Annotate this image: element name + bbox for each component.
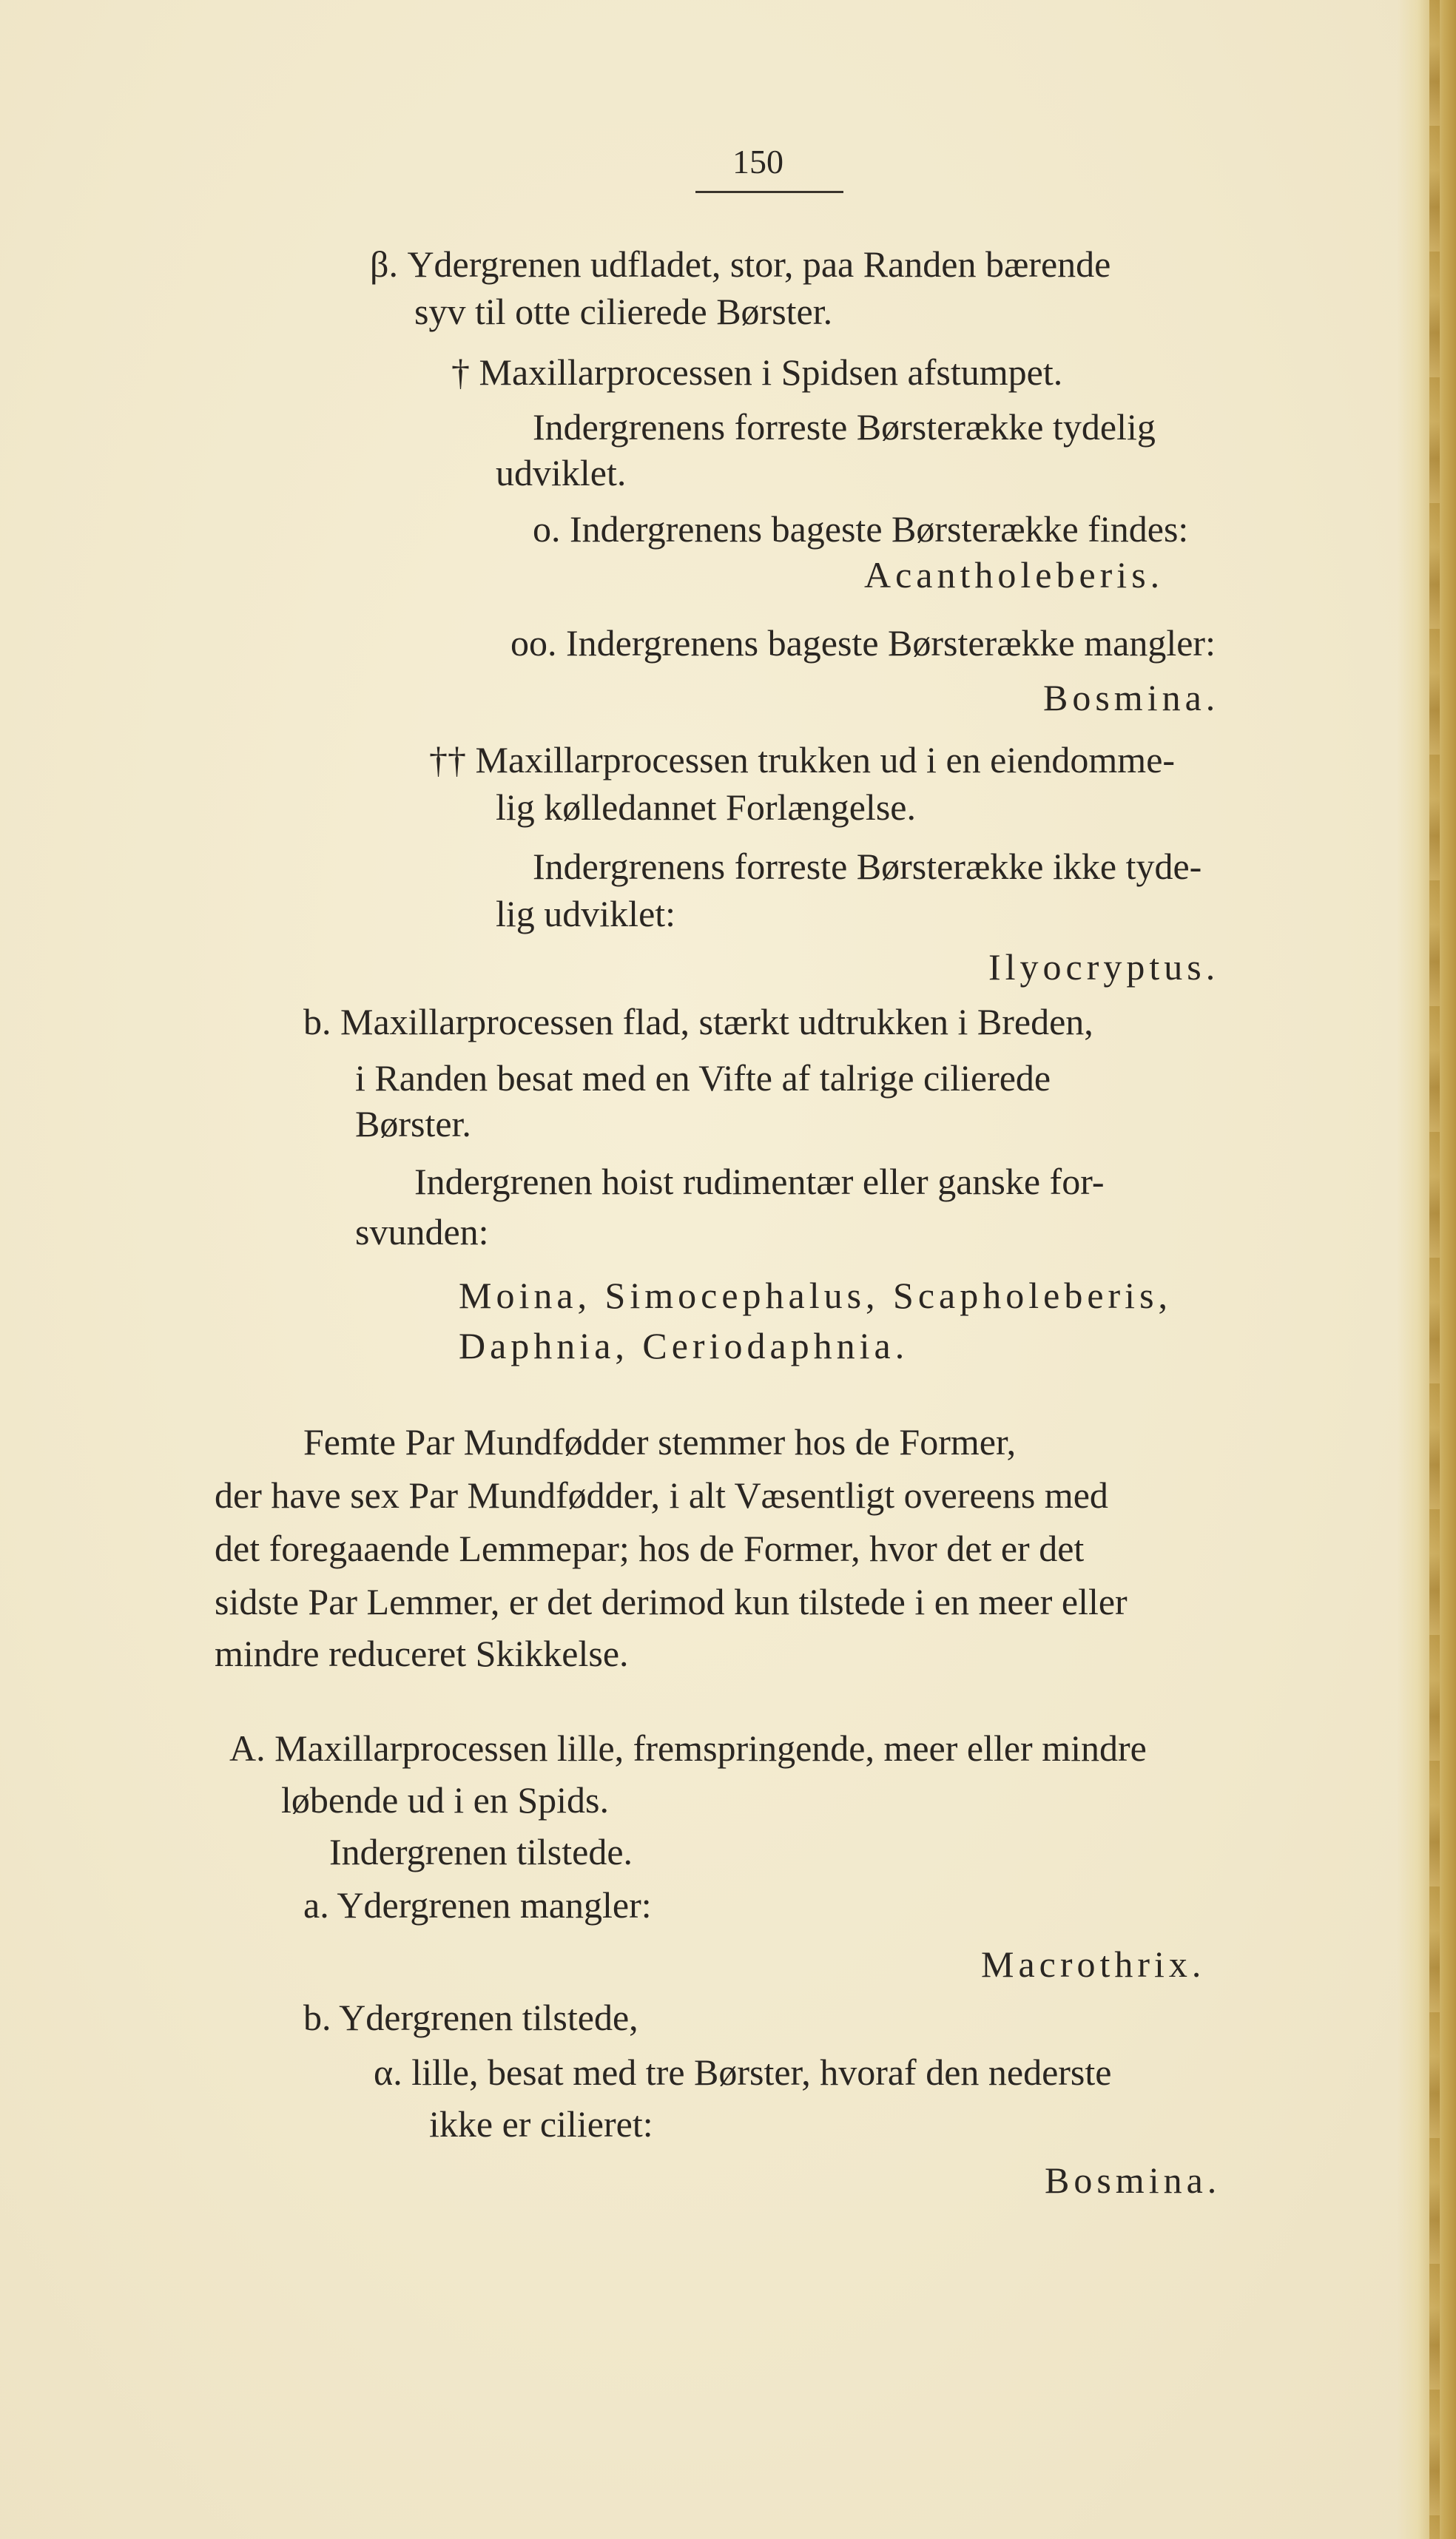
page-number-rule bbox=[695, 191, 843, 193]
text-line: ikke er cilieret: bbox=[429, 2103, 653, 2145]
genus-name: Bosmina. bbox=[1043, 677, 1220, 718]
genus-name: Acantholeberis. bbox=[864, 554, 1165, 596]
text-line: Indergrenens forreste Børsterække tydelig bbox=[533, 406, 1156, 448]
text-line: † Maxillarprocessen i Spidsen afstumpet. bbox=[451, 351, 1063, 393]
genus-name: Bosmina. bbox=[1045, 2159, 1221, 2201]
text-line: i Randen besat med en Vifte af talrige cilierede bbox=[355, 1057, 1051, 1099]
text-line: lig udviklet: bbox=[496, 893, 676, 934]
genus-list: Daphnia, Ceriodaphnia. bbox=[459, 1325, 909, 1366]
paragraph-line: det foregaaende Lemmepar; hos de Former, hvor det er det bbox=[215, 1528, 1085, 1569]
text-line: o. Indergrenens bageste Børsterække findes: bbox=[533, 508, 1189, 550]
text-line: Indergrenen hoist rudimentær eller ganske for- bbox=[414, 1161, 1105, 1202]
text-line: lig kølledannet Forlængelse. bbox=[496, 786, 916, 828]
paragraph-line: sidste Par Lemmer, er det derimod kun tilstede i en meer eller bbox=[215, 1581, 1128, 1622]
genus-list: Moina, Simocephalus, Scapholeberis, bbox=[459, 1275, 1173, 1316]
text-line: β. Ydergrenen udfladet, stor, paa Randen bærende bbox=[370, 243, 1111, 285]
page-number: 150 bbox=[732, 143, 783, 181]
text-line: Børster. bbox=[355, 1103, 471, 1144]
paragraph-line: der have sex Par Mundfødder, i alt Væsentligt overeens med bbox=[215, 1474, 1108, 1516]
genus-name: Macrothrix. bbox=[981, 1943, 1206, 1985]
text-line: a. Ydergrenen mangler: bbox=[303, 1884, 652, 1926]
text-line: A. Maxillarprocessen lille, fremspringende, meer eller mindre bbox=[229, 1727, 1147, 1769]
text-line: oo. Indergrenens bageste Børsterække mangler: bbox=[510, 622, 1216, 664]
genus-name: Ilyocryptus. bbox=[988, 946, 1220, 988]
text-line: α. lille, besat med tre Børster, hvoraf den nederste bbox=[374, 2051, 1112, 2093]
page-edge bbox=[1397, 0, 1456, 2539]
text-line: b. Ydergrenen tilstede, bbox=[303, 1997, 638, 2038]
text-line: b. Maxillarprocessen flad, stærkt udtrukken i Breden, bbox=[303, 1001, 1093, 1042]
text-line: Indergrenen tilstede. bbox=[329, 1831, 633, 1872]
paragraph-line: Femte Par Mundfødder stemmer hos de Former, bbox=[303, 1421, 1017, 1463]
text-line: syv til otte cilierede Børster. bbox=[414, 291, 833, 332]
text-line: †† Maxillarprocessen trukken ud i en eiendomme- bbox=[429, 739, 1176, 780]
text-line: løbende ud i en Spids. bbox=[281, 1779, 610, 1821]
text-line: udviklet. bbox=[496, 452, 627, 493]
text-line: Indergrenens forreste Børsterække ikke tyde- bbox=[533, 846, 1202, 887]
text-line: svunden: bbox=[355, 1211, 489, 1252]
page-edge-strip bbox=[1429, 0, 1440, 2539]
paragraph-line: mindre reduceret Skikkelse. bbox=[215, 1633, 629, 1674]
